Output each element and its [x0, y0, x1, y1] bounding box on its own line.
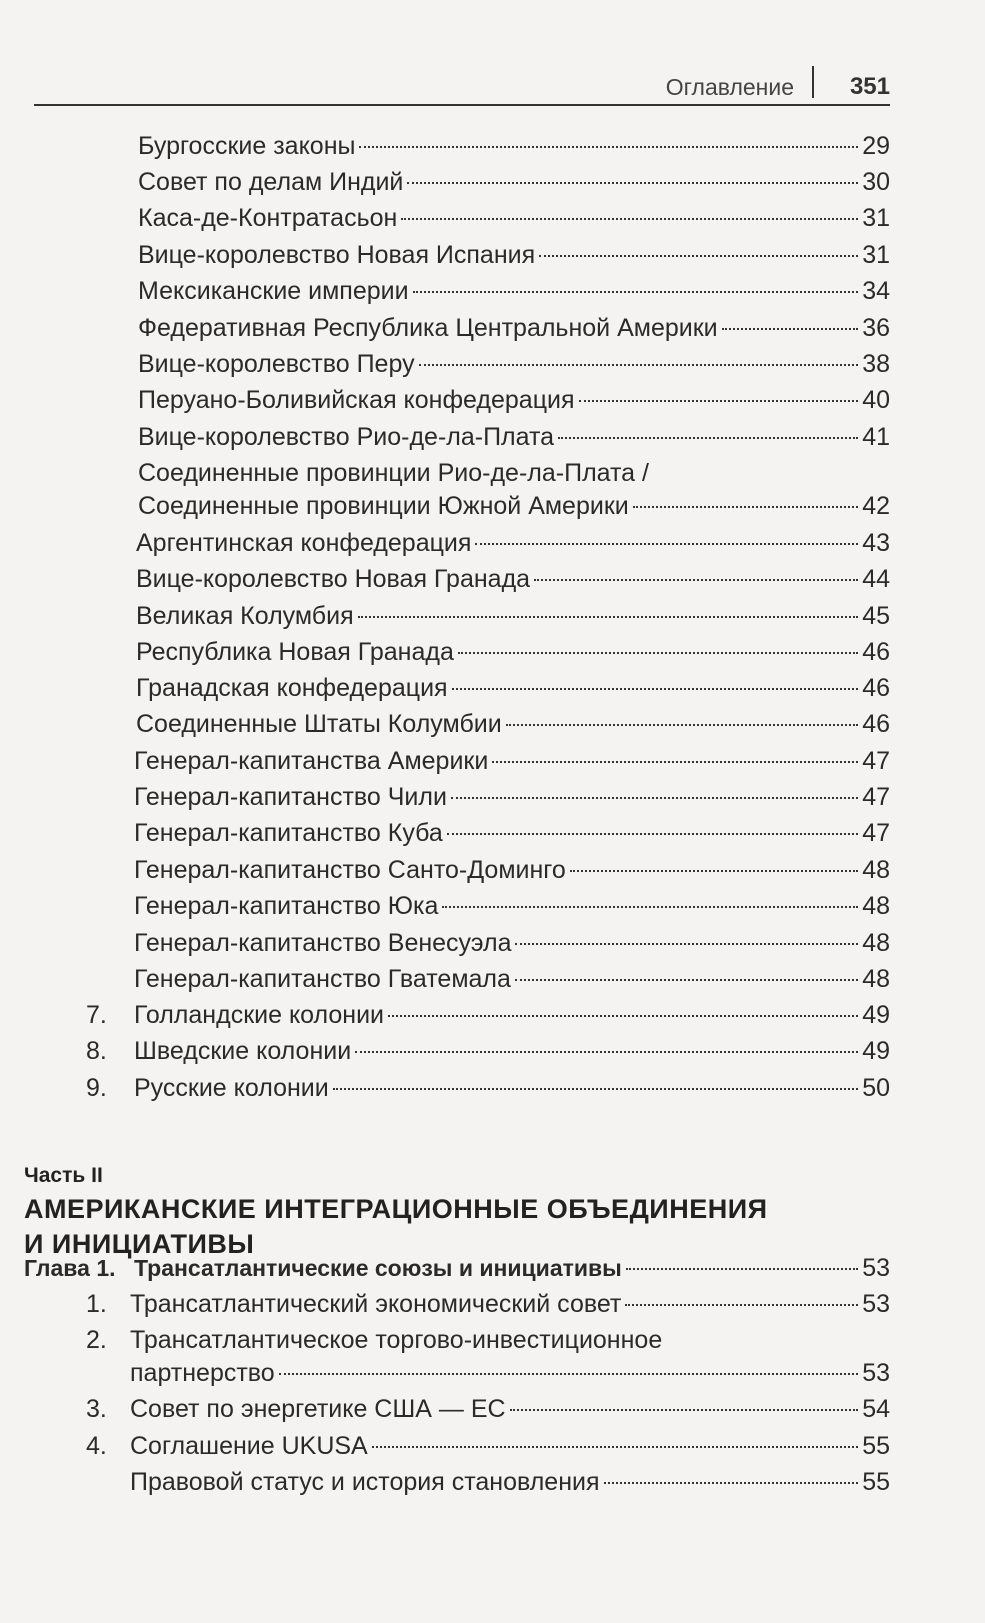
toc-entry	[0, 1428, 890, 1464]
leader-dots	[633, 505, 858, 508]
leader-dots	[358, 615, 859, 618]
leader-dots	[407, 181, 858, 184]
toc-entry	[0, 488, 890, 524]
toc-entry	[0, 273, 890, 309]
toc-entry-page: 44	[862, 565, 890, 593]
toc-entry	[0, 1391, 890, 1427]
toc-entry-number: 4.	[86, 1432, 107, 1460]
toc-entry-page: 47	[862, 783, 890, 811]
leader-dots	[722, 327, 859, 330]
toc-entry-title: партнерство	[130, 1359, 275, 1387]
toc-entry-page: 50	[862, 1074, 890, 1102]
toc-entry-page: 43	[862, 529, 890, 557]
toc-entry-page: 46	[862, 674, 890, 702]
toc-entry-title: Совет по делам Индий	[138, 168, 404, 196]
toc-entry	[0, 961, 890, 997]
leader-dots	[413, 290, 859, 293]
toc-entry	[0, 1286, 890, 1322]
toc-entry-page: 31	[862, 241, 890, 269]
part-title-line2: И ИНИЦИАТИВЫ	[24, 1229, 255, 1259]
toc-entry	[0, 310, 890, 346]
toc-entry-title: Республика Новая Гранада	[136, 638, 454, 666]
toc-entry-page: 38	[862, 350, 890, 378]
toc-entry	[0, 815, 890, 851]
toc-entry	[0, 1355, 890, 1391]
leader-dots	[579, 399, 859, 402]
toc-entry-page: 29	[862, 132, 890, 160]
leader-dots	[510, 1408, 859, 1411]
toc-entry	[0, 925, 890, 961]
leader-dots	[515, 942, 858, 945]
leader-dots	[401, 217, 858, 220]
toc-entry-title: Соединенные Штаты Колумбии	[136, 710, 502, 738]
toc-entry-page: 48	[862, 892, 890, 920]
toc-entry-title: Генерал-капитанство Венесуэла	[134, 929, 512, 957]
toc-entry	[0, 779, 890, 815]
leader-dots	[604, 1481, 859, 1484]
toc-entry-page: 40	[862, 386, 890, 414]
toc-entry-title: Аргентинская конфедерация	[136, 529, 472, 557]
toc-entry-page: 47	[862, 819, 890, 847]
leader-dots	[539, 254, 858, 257]
toc-entry	[0, 852, 890, 888]
toc-entry-page: 55	[862, 1432, 890, 1460]
toc-entry-title: Вице-королевство Перу	[138, 350, 415, 378]
toc-entry-page: 41	[862, 423, 890, 451]
header-divider	[812, 66, 814, 98]
toc-entry-page: 48	[862, 929, 890, 957]
toc-entry-title: Вице-королевство Рио-де-ла-Плата	[138, 423, 555, 451]
toc-entry	[0, 128, 890, 164]
toc-entry-title: Правовой статус и история становления	[130, 1468, 600, 1496]
toc-entry-title: Мексиканские империи	[138, 277, 409, 305]
toc-entry-title: Генерал-капитанство Куба	[134, 819, 443, 847]
part-label: Часть II	[24, 1164, 103, 1187]
toc-entry-title: Русские колонии	[134, 1074, 329, 1102]
toc-entry-number: 3.	[86, 1395, 107, 1423]
leader-dots	[451, 796, 858, 799]
toc-entry	[0, 419, 890, 455]
leader-dots	[452, 687, 859, 690]
leader-dots	[372, 1445, 858, 1448]
toc-entry-title-line1: Соединенные провинции Рио-де-ла-Плата /	[138, 459, 649, 487]
toc-entry-title: Соглашение UKUSA	[130, 1432, 368, 1460]
toc-entry	[0, 598, 890, 634]
toc-entry	[0, 634, 890, 670]
header-page-number: 351	[849, 73, 890, 100]
toc-entry	[0, 1070, 890, 1106]
toc-entry-title: Бургосские законы	[138, 132, 356, 160]
toc-entry-title: Генерал-капитанство Чили	[134, 783, 447, 811]
toc-entry-title: Великая Колумбия	[136, 602, 354, 630]
toc-entry-page: 55	[862, 1468, 890, 1496]
chapter-entry	[0, 1250, 890, 1286]
toc-entry-page: 47	[862, 747, 890, 775]
toc-entry-page: 49	[862, 1001, 890, 1029]
toc-entry-page: 31	[862, 204, 890, 232]
toc-entry-title-line1: Трансатлантическое торгово-инвестиционное	[130, 1326, 663, 1354]
toc-entry-number: 8.	[86, 1037, 107, 1065]
toc-entry-page: 46	[862, 710, 890, 738]
toc-entry	[0, 997, 890, 1033]
leader-dots	[625, 1303, 858, 1306]
toc-entry-page: 53	[862, 1359, 890, 1387]
leader-dots	[419, 363, 859, 366]
leader-dots	[626, 1267, 858, 1270]
leader-dots	[475, 542, 858, 545]
chapter-label: Глава 1.	[24, 1255, 116, 1281]
leader-dots	[558, 436, 858, 439]
toc-entry-title: Вице-королевство Новая Гранада	[136, 565, 531, 593]
toc-entry	[0, 561, 890, 597]
toc-entry-title: Федеративная Республика Центральной Америки	[138, 314, 718, 342]
leader-dots	[447, 832, 858, 835]
leader-dots	[492, 760, 858, 763]
toc-entry-number: 1.	[86, 1290, 107, 1318]
toc-entry-page: 49	[862, 1037, 890, 1065]
toc-entry-page: 48	[862, 965, 890, 993]
toc-entry	[0, 164, 890, 200]
toc-entry-page: 54	[862, 1395, 890, 1423]
toc-entry-title: Генерал-капитанство Юка	[134, 892, 439, 920]
leader-dots	[534, 578, 858, 581]
toc-entry-page: 42	[862, 492, 890, 520]
toc-entry-title: Генерал-капитанство Гватемала	[134, 965, 511, 993]
leader-dots	[515, 978, 858, 981]
leader-dots	[388, 1014, 858, 1017]
toc-entry-page: 48	[862, 856, 890, 884]
leader-dots	[442, 905, 858, 908]
leader-dots	[333, 1087, 858, 1090]
toc-entry-page: 36	[862, 314, 890, 342]
leader-dots	[458, 651, 858, 654]
chapter-title: Трансатлантические союзы и инициативы	[134, 1255, 622, 1281]
toc-entry	[0, 1464, 890, 1500]
toc-entry-title: Генерал-капитанства Америки	[134, 747, 489, 775]
toc-entry-title: Генерал-капитанство Санто-Доминго	[134, 856, 566, 884]
part-title-line1: АМЕРИКАНСКИЕ ИНТЕГРАЦИОННЫЕ ОБЪЕДИНЕНИЯ	[24, 1194, 768, 1224]
toc-entry	[0, 706, 890, 742]
running-header	[34, 62, 890, 106]
leader-dots	[355, 1050, 858, 1053]
leader-dots	[359, 145, 858, 148]
toc-entry	[0, 525, 890, 561]
toc-entry-page: 30	[862, 168, 890, 196]
toc-entry	[0, 1033, 890, 1069]
toc-entry-title: Совет по энергетике США — ЕС	[130, 1395, 506, 1423]
toc-entry	[0, 670, 890, 706]
toc-entry	[0, 382, 890, 418]
toc-entry-number: 7.	[86, 1001, 107, 1029]
toc-entry	[0, 888, 890, 924]
leader-dots	[570, 869, 858, 872]
toc-entry-title: Соединенные провинции Южной Америки	[138, 492, 629, 520]
toc-entry-title: Трансатлантический экономический совет	[130, 1290, 622, 1318]
toc-entry-page: 53	[862, 1290, 890, 1318]
header-title: Оглавление	[665, 74, 794, 100]
toc-entry-title: Гранадская конфедерация	[136, 674, 448, 702]
toc-entry	[0, 743, 890, 779]
toc-entry-title: Вице-королевство Новая Испания	[138, 241, 536, 269]
toc-entry-title: Голландские колонии	[134, 1001, 385, 1029]
leader-dots	[506, 723, 859, 726]
toc-entry-title: Каса-де-Контратасьон	[138, 204, 398, 232]
leader-dots	[279, 1372, 858, 1375]
toc-entry	[0, 346, 890, 382]
toc-entry-page: 46	[862, 638, 890, 666]
toc-entry-title: Перуано-Боливийская конфедерация	[138, 386, 575, 414]
toc-entry-title: Шведские колонии	[134, 1037, 352, 1065]
toc-entry-page: 34	[862, 277, 890, 305]
toc-entry-page: 45	[862, 602, 890, 630]
toc-entry-number: 9.	[86, 1074, 107, 1102]
toc-entry	[0, 200, 890, 236]
toc-entry-number: 2.	[86, 1326, 107, 1354]
toc-entry	[0, 237, 890, 273]
chapter-page: 53	[862, 1254, 890, 1282]
